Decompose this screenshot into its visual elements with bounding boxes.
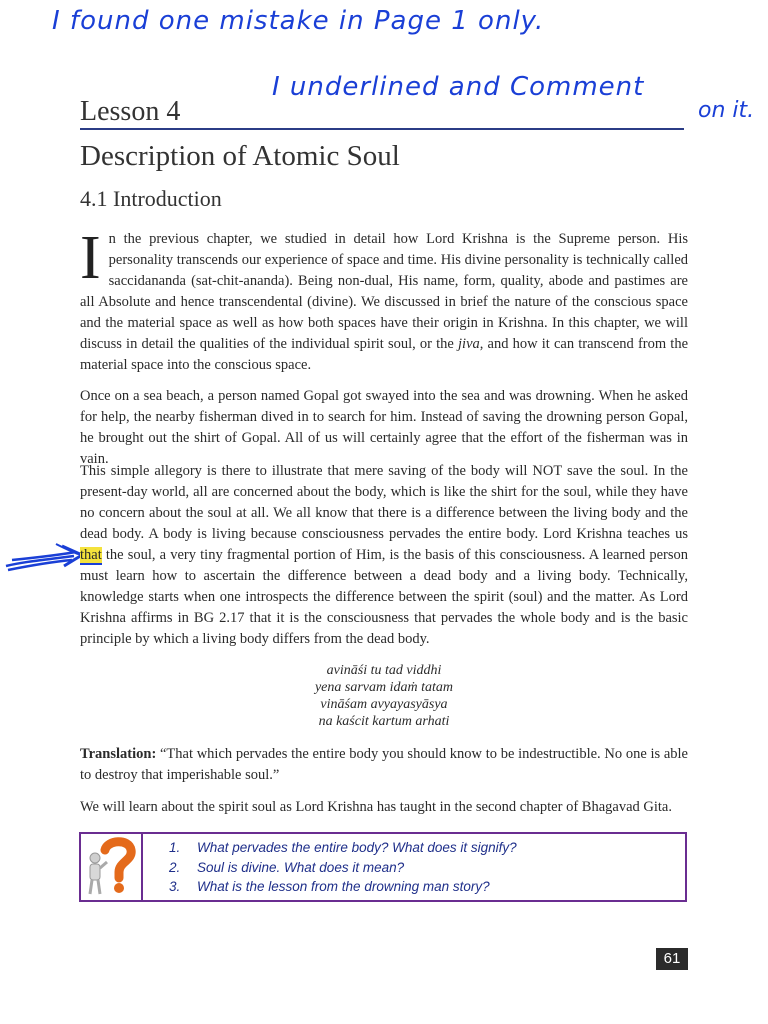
questions-list xyxy=(169,838,517,897)
handwritten-note-line1: I found one mistake in Page 1 only. xyxy=(52,6,545,36)
verse-line: vināśam avyayasyāsya xyxy=(320,697,448,712)
page-title: Description of Atomic Soul xyxy=(80,140,400,172)
question-text: What pervades the entire body? What does it signify? xyxy=(197,840,517,855)
handwritten-note-line3: on it. xyxy=(698,98,755,123)
handwritten-arrow-icon xyxy=(2,540,92,576)
question-item xyxy=(169,877,517,897)
drowning-story-paragraph: Once on a sea beach, a person named Gopal got swayed into the sea and was drowning. When he asked for help, the nearby fisherman dived in to search for him. Instead of saving the drowning person Gopal, he brought out the shirt of Gopal. All of us will certainly agree that the effort of the fisherman was in vain. xyxy=(80,388,688,467)
verse-line: yena sarvam idaṁ tatam xyxy=(314,680,454,695)
highlighted-word: that xyxy=(80,547,102,563)
translation-paragraph xyxy=(80,744,688,786)
sanskrit-verse xyxy=(184,662,584,730)
translation-label: Translation: xyxy=(80,746,157,762)
page-number: 61 xyxy=(656,948,688,970)
lesson-label: Lesson 4 xyxy=(80,96,181,127)
question-item xyxy=(169,838,517,858)
question-item xyxy=(169,858,517,878)
question-text: Soul is divine. What does it mean? xyxy=(197,859,405,875)
question-number: 1. xyxy=(169,840,181,855)
question-number: 3. xyxy=(169,879,181,894)
allegory-text-before: This simple allegory is there to illustrate that mere saving of the body will NOT save the soul. In the present-day world, all are concerned about the body, which is like the shirt for the soul, while they have no concern about the soul at all. We all know that there is a difference between the living body and the dead body. A body is living because consciousness pervades the entire body. Lord Krishna teaches us xyxy=(80,463,688,542)
intro-text: n the previous chapter, we studied in detail how Lord Krishna is the Supreme person. His personality transcends our experience of space and time. His divine personality is technically called saccidananda (sat-chit-ananda). Being non-dual, His name, form, quality, abode and pastimes are all Absolute and hence transcendental (divine). We discussed in brief the nature of the conscious space and the material space as well as how both spaces have their origin in Krishna. In this chapter, we will discuss in detail the qualities of the individual spirit soul, or the xyxy=(80,231,688,352)
question-number: 2. xyxy=(169,859,181,875)
drop-cap: I xyxy=(80,224,101,292)
jiva-term: jiva xyxy=(458,336,480,352)
allegory-paragraph xyxy=(80,461,688,650)
verse-line: avināśi tu tad viddhi xyxy=(326,663,442,678)
closing-paragraph: We will learn about the spirit soul as Lord Krishna has taught in the second chapter of Bhagavad Gita. xyxy=(80,799,672,815)
section-heading: 4.1 Introduction xyxy=(80,186,222,211)
questions-box xyxy=(79,832,687,902)
header-rule xyxy=(80,128,684,130)
intro-text-end: , and how it can transcend from the material space into the conscious space. xyxy=(80,336,689,373)
allegory-text-after: the soul, a very tiny fragmental portion of Him, is the basis of this consciousness. A learned person must learn how to ascertain the difference between a dead body and a living body. Technically, knowledge starts when one introspects the difference between the spirit (soul) and the matter. As Lord Krishna affirms in BG 2.17 that it is the consciousness that pervades the whole body and is the basic principle by which a living body differs from the dead body. xyxy=(80,547,688,647)
question-text: What is the lesson from the drowning man story? xyxy=(197,879,490,894)
translation-text: “That which pervades the entire body you should know to be indestructible. No one is able to destroy that imperishable soul.” xyxy=(80,746,688,783)
intro-paragraph xyxy=(80,224,689,376)
handwritten-note-line2: I underlined and Comment xyxy=(272,72,645,102)
question-mark-figure-icon xyxy=(83,836,139,898)
questions-divider xyxy=(141,834,143,900)
verse-line: na kaścit kartum arhati xyxy=(318,714,450,729)
